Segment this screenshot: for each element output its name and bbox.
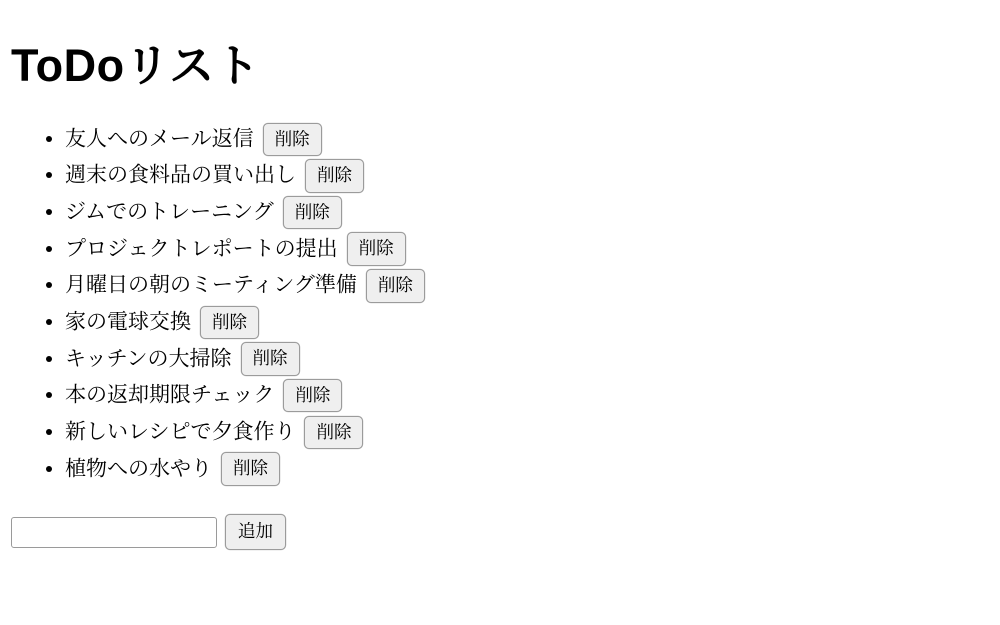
page-title: ToDoリスト	[11, 40, 261, 91]
delete-button[interactable]: 削除	[200, 306, 259, 339]
todo-item	[65, 194, 989, 231]
todo-item-label: 友人へのメール返信	[65, 127, 254, 150]
todo-item	[65, 231, 989, 268]
todo-item-label: キッチンの大掃除	[65, 346, 232, 370]
delete-button[interactable]: 削除	[283, 379, 342, 412]
todo-item-label: 月曜日の朝のミーティング準備	[65, 273, 357, 297]
todo-item	[65, 451, 989, 488]
delete-button[interactable]: 削除	[263, 123, 322, 156]
add-todo-form	[11, 514, 989, 549]
todo-item	[65, 157, 989, 194]
new-todo-input[interactable]	[11, 517, 217, 548]
todo-item	[65, 121, 989, 158]
todo-item-label: プロジェクトレポートの提出	[65, 236, 338, 260]
todo-item	[65, 304, 989, 341]
todo-item-label: 家の電球交換	[65, 310, 191, 334]
delete-button[interactable]: 削除	[305, 159, 364, 192]
todo-item-label: 植物への水やり	[65, 456, 212, 480]
delete-button[interactable]: 削除	[366, 269, 425, 302]
todo-item	[65, 267, 989, 304]
todo-item-label: 新しいレシピで夕食作り	[65, 420, 296, 444]
delete-button[interactable]: 削除	[347, 232, 406, 265]
todo-item	[65, 377, 989, 414]
todo-item	[65, 414, 989, 451]
delete-button[interactable]: 削除	[241, 342, 300, 375]
delete-button[interactable]: 削除	[221, 452, 280, 485]
todo-item-label: 週末の食料品の買い出し	[65, 163, 296, 187]
todo-item-label: 本の返却期限チェック	[65, 383, 275, 407]
todo-item	[65, 341, 989, 378]
add-button[interactable]: 追加	[225, 514, 286, 549]
delete-button[interactable]: 削除	[304, 416, 363, 449]
todo-list	[11, 121, 989, 488]
todo-item-label: ジムでのトレーニング	[65, 200, 274, 224]
delete-button[interactable]: 削除	[283, 196, 342, 229]
